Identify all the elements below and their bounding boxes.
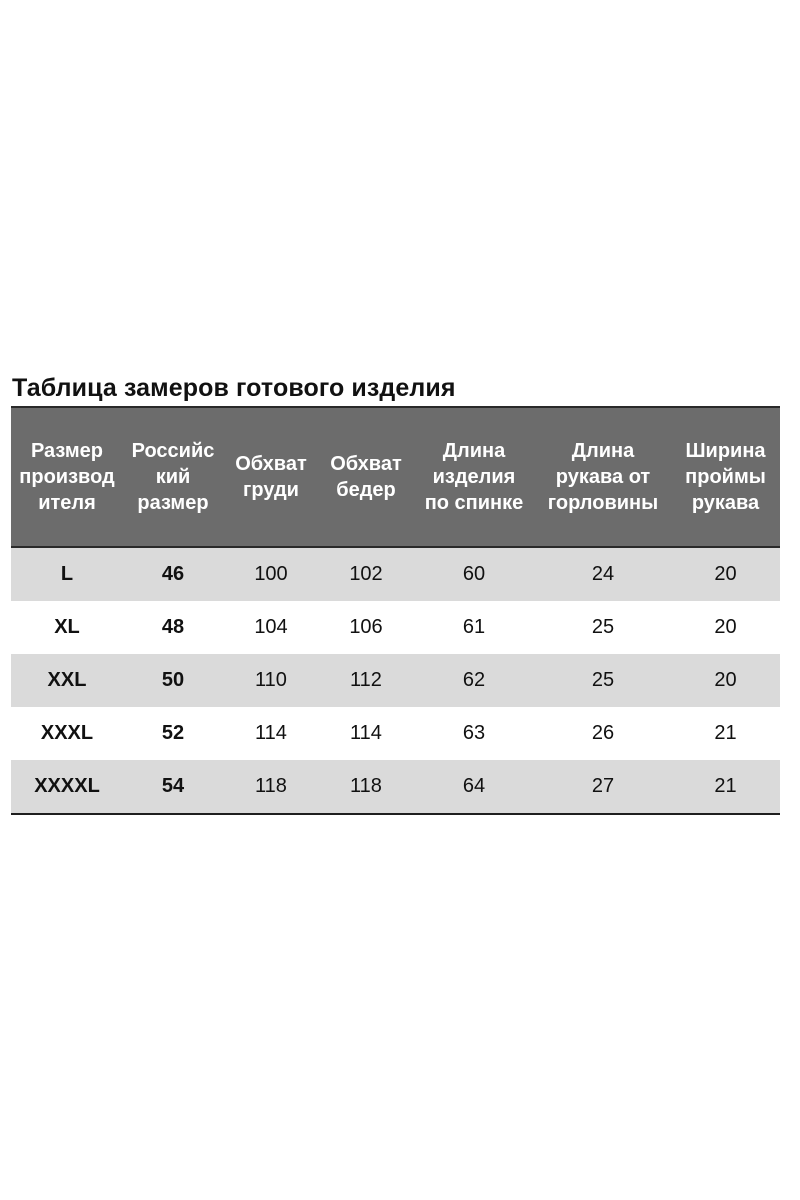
header-line: бедер	[336, 479, 396, 501]
cell-chest: 110	[223, 654, 319, 707]
page-title: Таблица замеров готового изделия	[12, 374, 456, 402]
header-line: размер	[137, 492, 209, 514]
header-line: Длина	[442, 440, 506, 462]
table-row	[11, 547, 780, 601]
cell-armhole-width: 21	[671, 760, 780, 814]
header-line: кий	[155, 466, 191, 488]
header-line: рукава	[691, 492, 760, 514]
cell-russian-size: 52	[123, 707, 223, 760]
cell-russian-size: 50	[123, 654, 223, 707]
cell-hips: 106	[319, 601, 413, 654]
header-line: Длина	[571, 440, 635, 462]
cell-chest: 114	[223, 707, 319, 760]
cell-russian-size: 48	[123, 601, 223, 654]
cell-chest: 104	[223, 601, 319, 654]
header-russian-size	[123, 407, 223, 547]
cell-sleeve-length: 25	[535, 654, 671, 707]
cell-manufacturer-size: XXL	[11, 654, 123, 707]
header-line: груди	[243, 479, 299, 501]
cell-armhole-width: 21	[671, 707, 780, 760]
cell-chest: 118	[223, 760, 319, 814]
cell-manufacturer-size: XXXL	[11, 707, 123, 760]
header-line: Российс	[131, 440, 215, 462]
header-row	[11, 407, 780, 547]
table-row	[11, 707, 780, 760]
cell-russian-size: 54	[123, 760, 223, 814]
header-sleeve-length	[535, 407, 671, 547]
header-line: Обхват	[235, 453, 307, 475]
cell-armhole-width: 20	[671, 601, 780, 654]
header-armhole-width	[671, 407, 780, 547]
cell-back-length: 64	[413, 760, 535, 814]
table-row	[11, 760, 780, 814]
header-line: Размер	[30, 440, 104, 462]
cell-back-length: 61	[413, 601, 535, 654]
header-line: рукава от	[555, 466, 651, 488]
header-line: производ	[19, 466, 115, 488]
cell-armhole-width: 20	[671, 654, 780, 707]
header-line: проймы	[685, 466, 766, 488]
table-header	[11, 407, 780, 547]
size-chart-table	[11, 406, 780, 815]
table-row	[11, 601, 780, 654]
cell-manufacturer-size: XXXXL	[11, 760, 123, 814]
cell-hips: 102	[319, 547, 413, 601]
header-chest	[223, 407, 319, 547]
cell-chest: 100	[223, 547, 319, 601]
cell-back-length: 60	[413, 547, 535, 601]
cell-russian-size: 46	[123, 547, 223, 601]
cell-manufacturer-size: XL	[11, 601, 123, 654]
cell-sleeve-length: 24	[535, 547, 671, 601]
cell-armhole-width: 20	[671, 547, 780, 601]
header-line: Ширина	[685, 440, 766, 462]
header-line: горловины	[547, 492, 659, 514]
header-line: по спинке	[424, 492, 524, 514]
header-hips	[319, 407, 413, 547]
cell-sleeve-length: 27	[535, 760, 671, 814]
cell-hips: 114	[319, 707, 413, 760]
header-back-length	[413, 407, 535, 547]
header-line: изделия	[432, 466, 516, 488]
header-line: ителя	[38, 492, 96, 514]
cell-hips: 112	[319, 654, 413, 707]
cell-hips: 118	[319, 760, 413, 814]
header-line: Обхват	[330, 453, 402, 475]
cell-manufacturer-size: L	[11, 547, 123, 601]
header-manufacturer-size	[11, 407, 123, 547]
cell-sleeve-length: 25	[535, 601, 671, 654]
cell-back-length: 63	[413, 707, 535, 760]
table-body	[11, 547, 780, 814]
table-row	[11, 654, 780, 707]
cell-back-length: 62	[413, 654, 535, 707]
cell-sleeve-length: 26	[535, 707, 671, 760]
